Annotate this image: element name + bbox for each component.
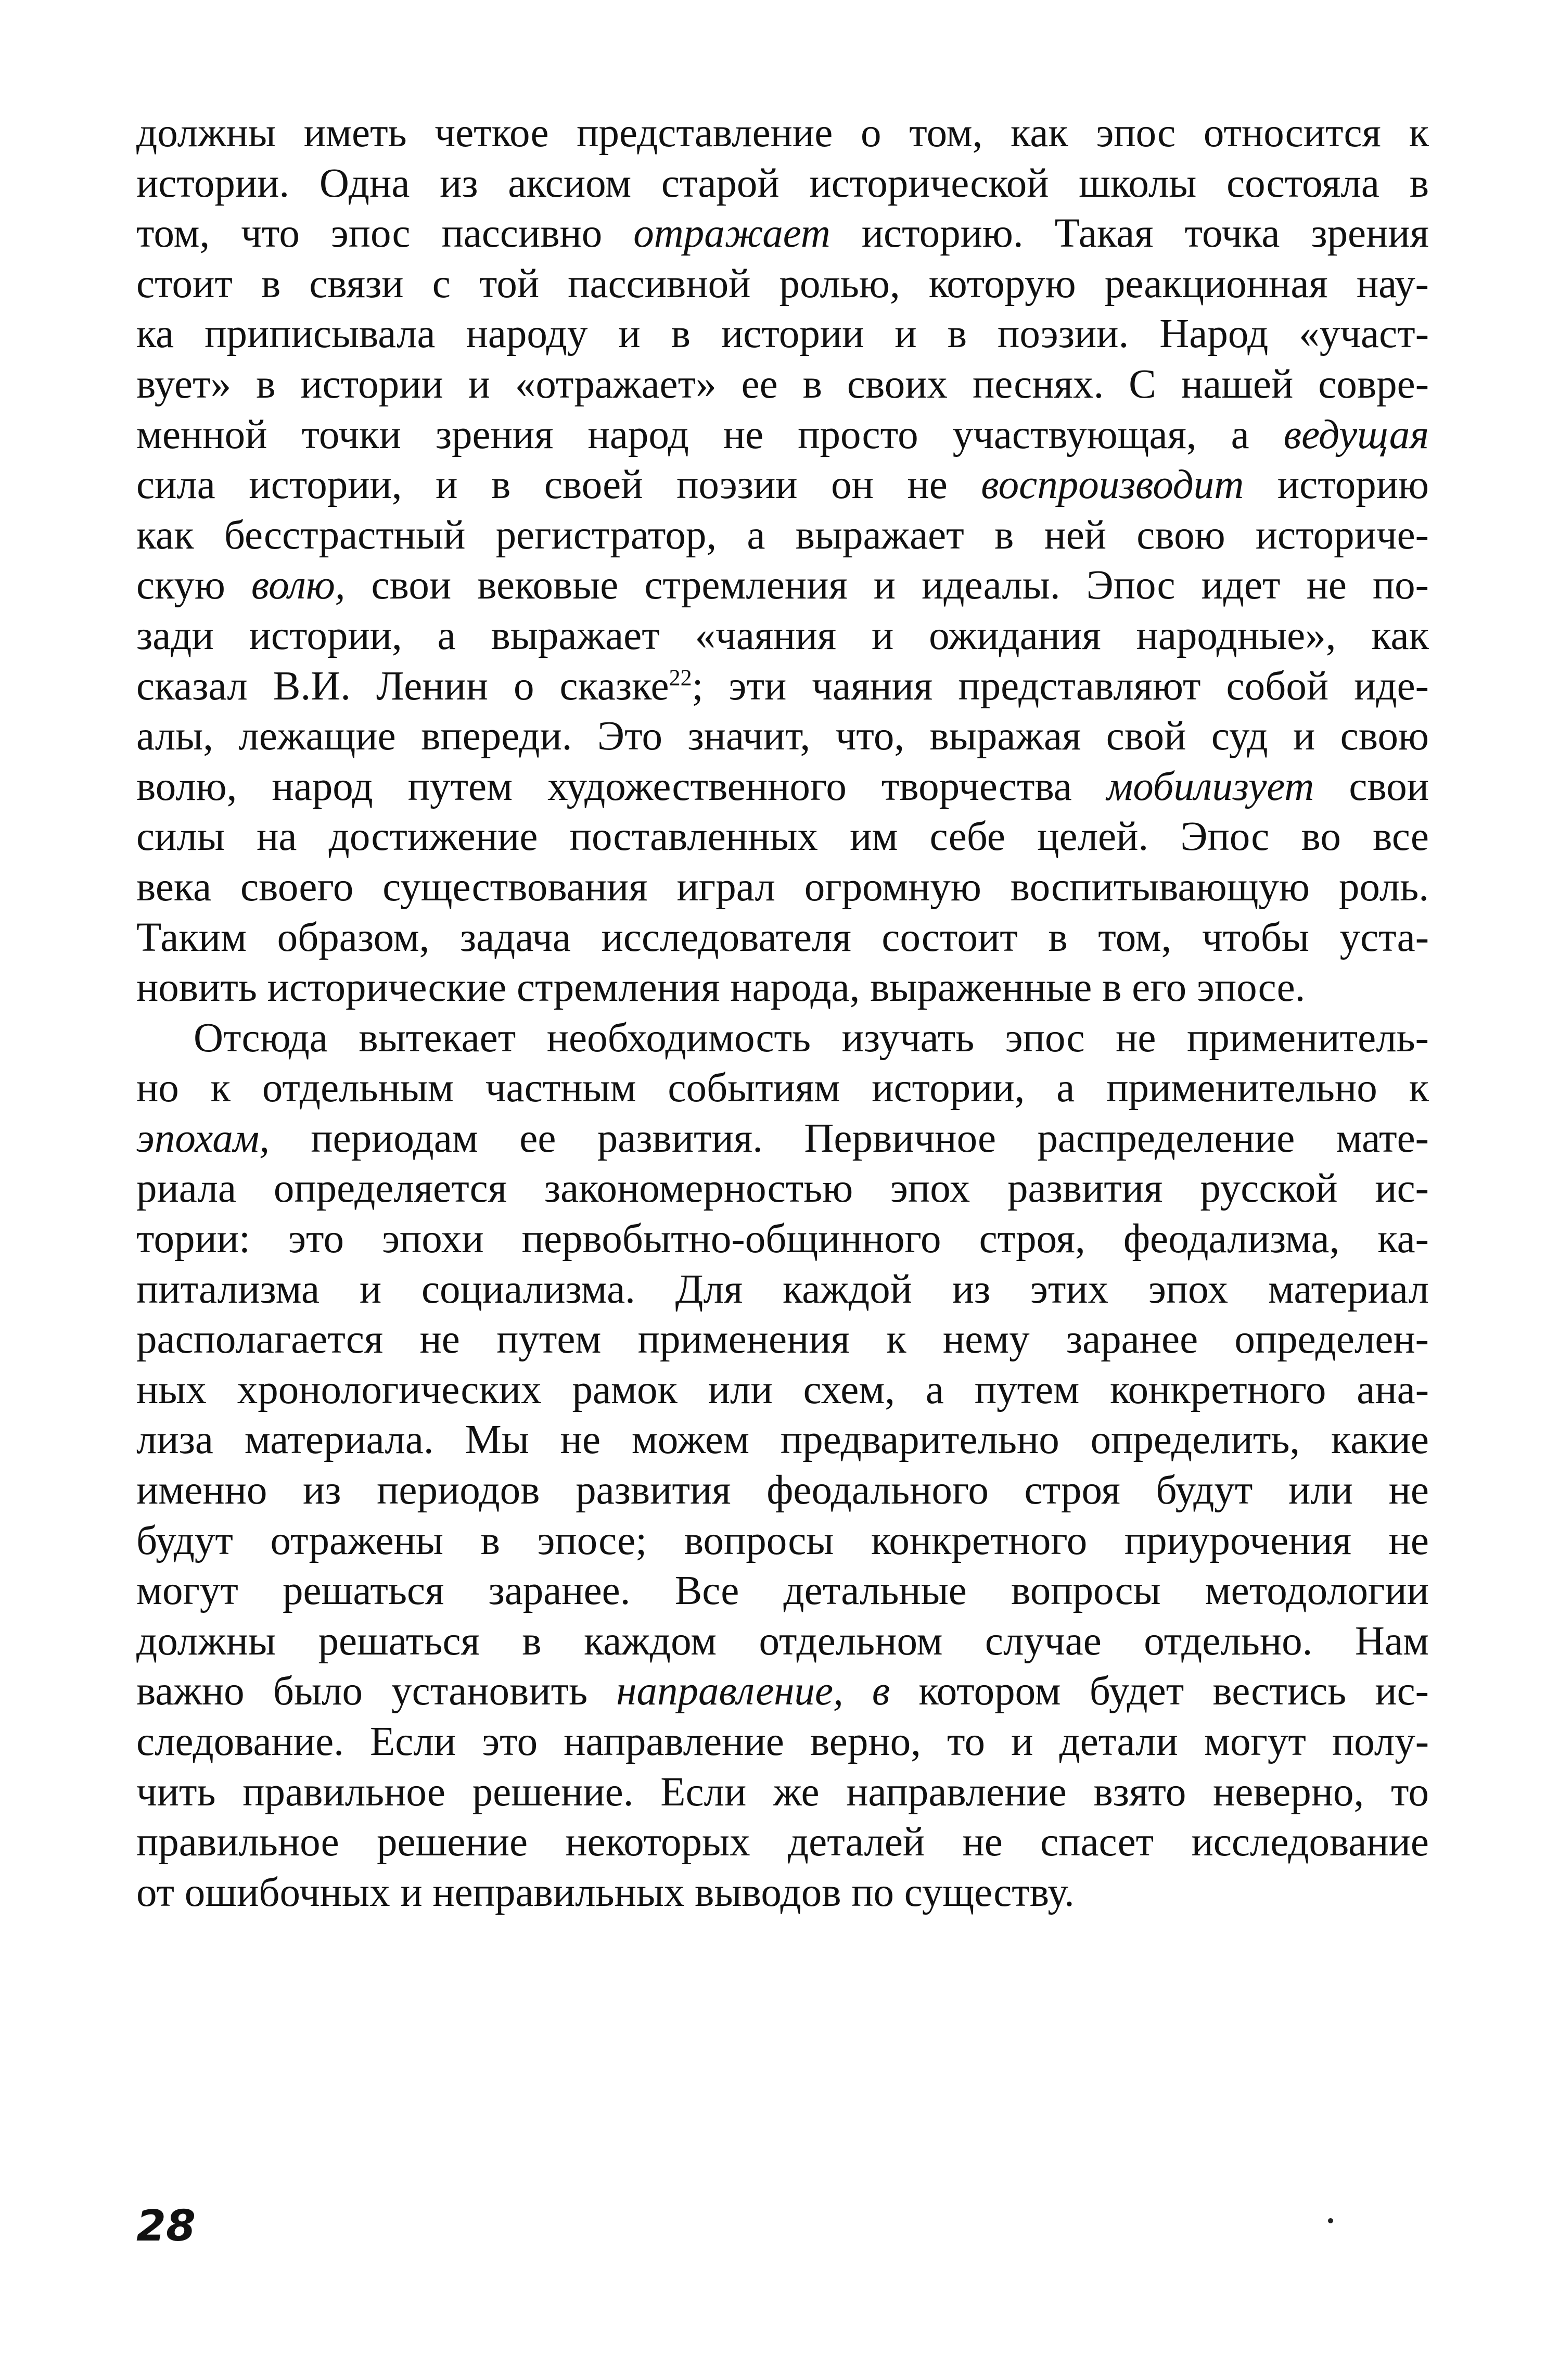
text-line — [136, 1214, 1429, 1265]
text-run: том, что эпос пассивно — [136, 211, 634, 257]
paragraph-1 — [136, 108, 1429, 1013]
text-line — [136, 460, 1429, 511]
text-line — [136, 1265, 1429, 1315]
text-run: правильное решение некоторых деталей не спасет исследование — [136, 1819, 1429, 1865]
text-line — [136, 1415, 1429, 1466]
text-line — [136, 913, 1429, 963]
text-line — [136, 1516, 1429, 1567]
text-run: стоит в связи с той пассивной ролью, которую реакционная нау- — [136, 261, 1429, 307]
text-run: ных хронологических рамок или схем, а путем конкретного ана- — [136, 1367, 1429, 1412]
text-run: века своего существования играл огромную воспитывающую роль. — [136, 864, 1429, 910]
text-line — [136, 1114, 1429, 1164]
page-number: 28 — [136, 2201, 196, 2251]
text-run: чить правильное решение. Если же направление взято неверно, то — [136, 1769, 1429, 1815]
text-run: волю, народ путем художественного творчества — [136, 763, 1107, 809]
text-line — [136, 1717, 1429, 1767]
paragraph-2 — [136, 1013, 1429, 1918]
text-run: менной точки зрения народ не просто участвующая, а — [136, 412, 1284, 457]
text-run: могут решаться заранее. Все детальные вопросы методологии — [136, 1568, 1429, 1614]
text-line — [136, 812, 1429, 862]
text-line — [136, 360, 1429, 410]
page-body — [136, 108, 1429, 1918]
text-line — [136, 711, 1429, 762]
text-run: тории: это эпохи первобытно-общинного строя, феодализма, ка- — [136, 1216, 1429, 1262]
text-run: ; эти чаяния представляют собой иде- — [692, 663, 1429, 709]
text-line — [136, 1063, 1429, 1114]
text-run: лиза материала. Мы не можем предварительно определить, какие — [136, 1417, 1429, 1463]
emphasis-text: мобилизует — [1106, 763, 1314, 809]
text-run: важно было установить — [136, 1669, 617, 1714]
emphasis-text: отражает — [633, 211, 830, 257]
text-line — [136, 159, 1429, 209]
text-line — [136, 661, 1429, 712]
emphasis-text: волю, — [251, 563, 346, 608]
text-line — [136, 1817, 1429, 1868]
text-run: Отсюда вытекает необходимость изучать эпос не применитель- — [194, 1015, 1429, 1061]
text-line — [136, 963, 1429, 1013]
text-line — [136, 762, 1429, 812]
text-line — [136, 862, 1429, 913]
text-run: зади истории, а выражает «чаяния и ожидания народные», как — [136, 613, 1429, 658]
text-run: вует» в истории и «отражает» ее в своих песнях. С нашей совре- — [136, 361, 1429, 407]
text-run: свои вековые стремления и идеалы. Эпос идет не по- — [345, 563, 1429, 608]
text-run: должны иметь четкое представление о том, как эпос относится к — [136, 110, 1429, 156]
text-run: историю. Такая точка зрения — [830, 211, 1429, 257]
text-run: как бесстрастный регистратор, а выражает в ней свою историче- — [136, 512, 1429, 558]
text-run: новить исторические стремления народа, выраженные в его эпосе. — [136, 965, 1306, 1011]
text-line — [136, 108, 1429, 159]
text-run: будут отражены в эпосе; вопросы конкретного приурочения не — [136, 1518, 1429, 1563]
text-run: именно из периодов развития феодального строя будут или не — [136, 1468, 1429, 1513]
text-run: следование. Если это направление верно, то и детали могут полу- — [136, 1719, 1429, 1764]
text-run: периодам ее развития. Первичное распределение мате- — [269, 1115, 1429, 1161]
footnote-ref: 22 — [669, 665, 692, 691]
emphasis-text: эпохам, — [136, 1115, 270, 1161]
text-run: должны решаться в каждом отдельном случае отдельно. Нам — [136, 1618, 1429, 1664]
text-line — [136, 309, 1429, 360]
text-line — [136, 1666, 1429, 1717]
text-run: Таким образом, задача исследователя состоит в том, чтобы уста- — [136, 914, 1429, 960]
text-run: скую — [136, 563, 251, 608]
text-run: алы, лежащие впереди. Это значит, что, выражая свой суд и свою — [136, 714, 1429, 759]
text-run: риала определяется закономерностью эпох развития русской ис- — [136, 1166, 1429, 1212]
text-run: но к отдельным частным событиям истории, а применительно к — [136, 1065, 1429, 1111]
text-run: сила истории, и в своей поэзии он не — [136, 462, 981, 508]
text-line — [136, 511, 1429, 561]
text-run: истории. Одна из аксиом старой исторической школы состояла в — [136, 160, 1429, 206]
text-line — [136, 1164, 1429, 1214]
emphasis-text: воспроизводит — [981, 462, 1244, 508]
text-line — [136, 410, 1429, 461]
text-run: ка приписывала народу и в истории и в поэзии. Народ «участ- — [136, 311, 1429, 357]
text-line — [136, 561, 1429, 611]
text-run: свои — [1314, 763, 1429, 809]
text-line — [136, 1868, 1429, 1918]
text-line — [136, 1466, 1429, 1516]
text-line — [136, 611, 1429, 661]
text-line — [136, 1617, 1429, 1667]
text-line — [136, 1315, 1429, 1365]
text-run: силы на достижение поставленных им себе целей. Эпос во все — [136, 814, 1429, 860]
text-line — [136, 259, 1429, 310]
text-line — [136, 1767, 1429, 1818]
text-run: питализма и социализма. Для каждой из этих эпох материал — [136, 1266, 1429, 1312]
text-line — [136, 1566, 1429, 1617]
text-run: располагается не путем применения к нему заранее определен- — [136, 1317, 1429, 1363]
text-run: историю — [1244, 462, 1429, 508]
text-run: сказал В.И. Ленин о сказке — [136, 663, 669, 709]
text-run: от ошибочных и неправильных выводов по существу. — [136, 1869, 1075, 1915]
emphasis-text: направление, в — [616, 1669, 890, 1714]
text-line — [136, 1013, 1429, 1064]
text-line — [136, 1365, 1429, 1416]
text-line — [136, 209, 1429, 259]
text-run: котором будет вестись ис- — [890, 1669, 1429, 1714]
print-speck — [1328, 2218, 1333, 2223]
emphasis-text: ведущая — [1283, 412, 1429, 457]
